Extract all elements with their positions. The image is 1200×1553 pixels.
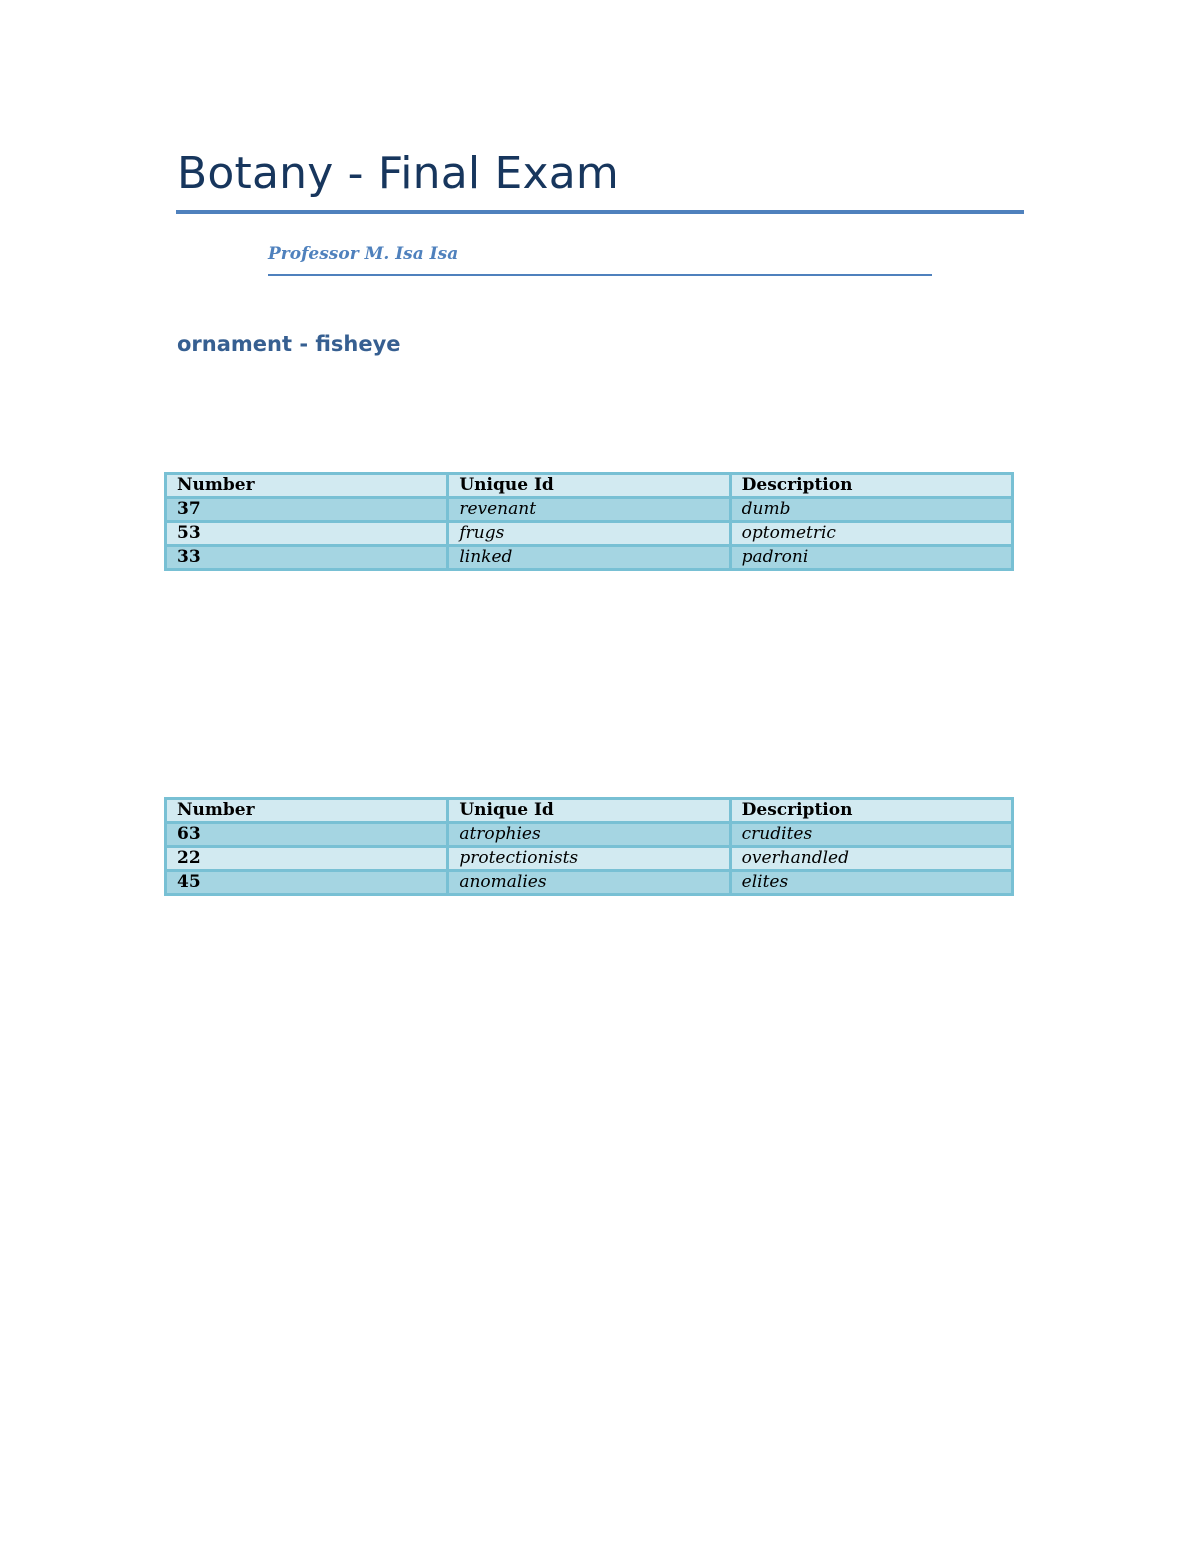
subtitle-underline xyxy=(268,274,932,276)
table-row xyxy=(166,823,1013,847)
table-row xyxy=(166,498,1013,522)
cell-number: 33 xyxy=(166,546,448,570)
cell-unique-id: protectionists xyxy=(448,847,730,871)
cell-unique-id: linked xyxy=(448,546,730,570)
data-table-2 xyxy=(164,797,1014,896)
data-table-1 xyxy=(164,472,1014,571)
cell-number: 37 xyxy=(166,498,448,522)
table-row xyxy=(166,546,1013,570)
cell-description: dumb xyxy=(730,498,1012,522)
cell-description: crudites xyxy=(730,823,1012,847)
cell-description: overhandled xyxy=(730,847,1012,871)
header-unique-id: Unique Id xyxy=(448,474,730,498)
header-unique-id: Unique Id xyxy=(448,799,730,823)
document-subtitle: Professor M. Isa Isa xyxy=(268,244,459,264)
cell-unique-id: frugs xyxy=(448,522,730,546)
table-row xyxy=(166,871,1013,895)
cell-description: optometric xyxy=(730,522,1012,546)
cell-number: 45 xyxy=(166,871,448,895)
header-number: Number xyxy=(166,474,448,498)
cell-description: padroni xyxy=(730,546,1012,570)
cell-unique-id: anomalies xyxy=(448,871,730,895)
cell-number: 63 xyxy=(166,823,448,847)
header-description: Description xyxy=(730,799,1012,823)
table-row xyxy=(166,847,1013,871)
table-header-row xyxy=(166,474,1013,498)
cell-description: elites xyxy=(730,871,1012,895)
section-heading: ornament - fisheye xyxy=(177,332,401,356)
header-number: Number xyxy=(166,799,448,823)
cell-number: 22 xyxy=(166,847,448,871)
title-underline xyxy=(176,210,1024,214)
cell-unique-id: atrophies xyxy=(448,823,730,847)
table-row xyxy=(166,522,1013,546)
header-description: Description xyxy=(730,474,1012,498)
document-title: Botany - Final Exam xyxy=(177,148,619,199)
cell-number: 53 xyxy=(166,522,448,546)
table-header-row xyxy=(166,799,1013,823)
cell-unique-id: revenant xyxy=(448,498,730,522)
